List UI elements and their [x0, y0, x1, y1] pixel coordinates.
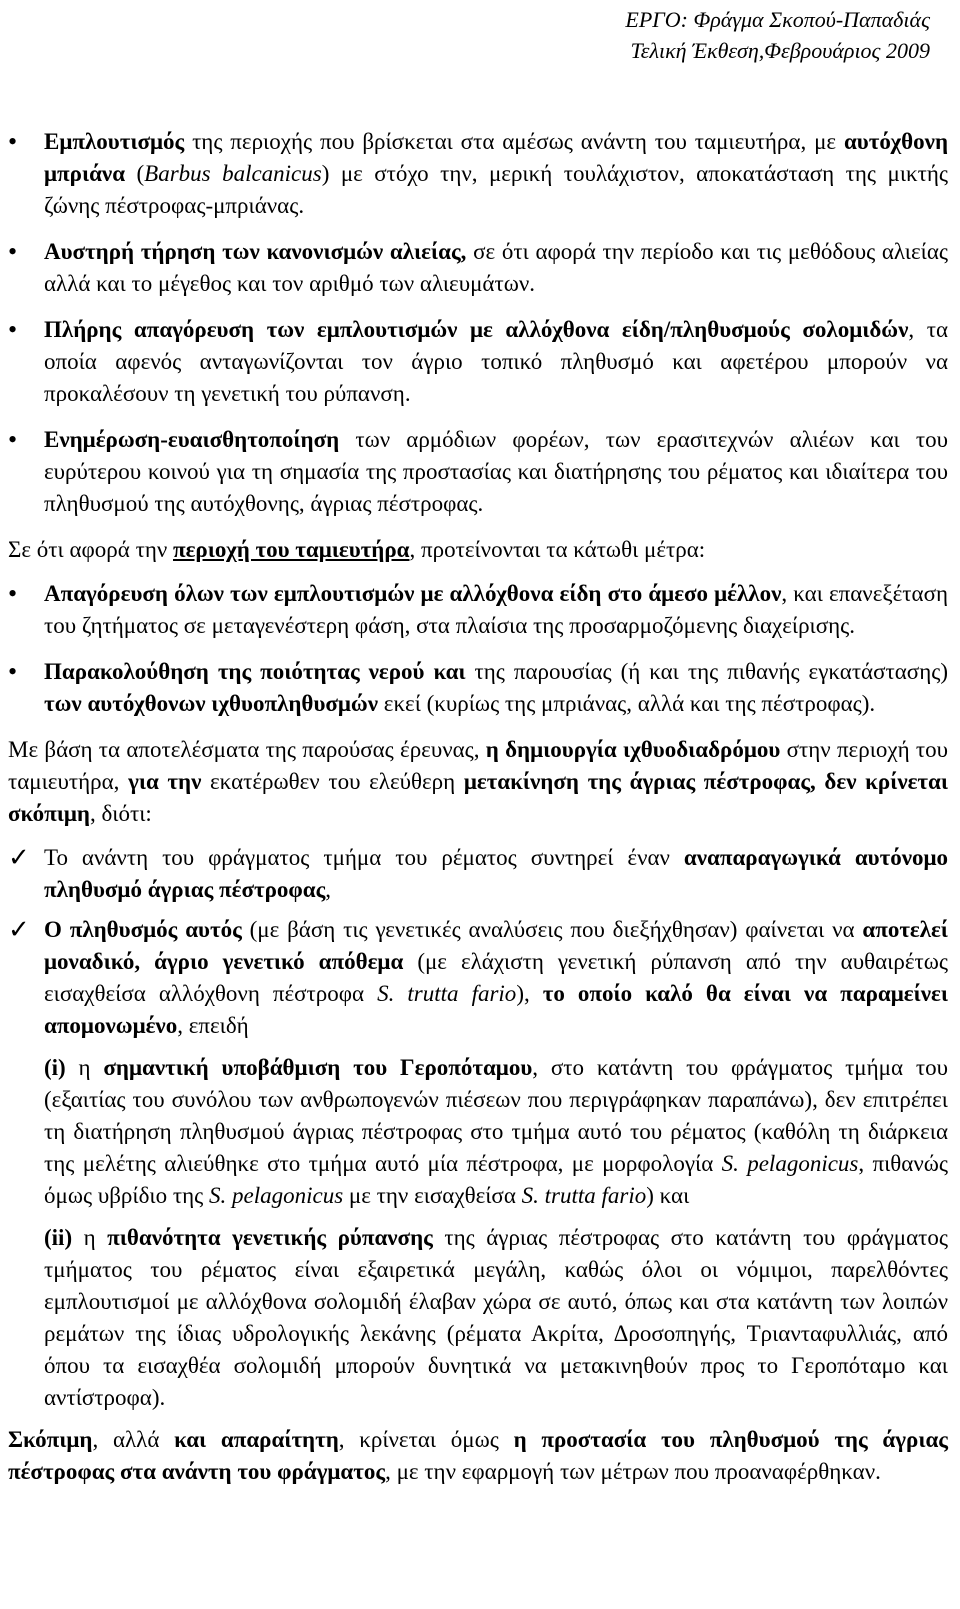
list-item: • Αυστηρή τήρηση των κανονισμών αλιείας, σε ότι αφορά την περίοδο και τις μεθόδους αλιείας αλλά και το μέγεθος και τον αριθμό των αλιευμάτων.: [8, 236, 948, 300]
list-item: • Ενημέρωση-ευαισθητοποίηση των αρμόδιων φορέων, των ερασιτεχνών αλιέων και του ευρύτερου κοινού για τη σημασία της προστασίας και διατήρησης του ρέματος και ιδιαίτερα του πληθυσμού της αυτόχθονης, άγριας πέστροφας.: [8, 424, 948, 520]
checklist-item: ✓ Το ανάντη του φράγματος τμήμα του ρέματος συντηρεί έναν αναπαραγωγικά αυτόνομο πληθυσμό άγριας πέστροφας,: [8, 842, 948, 906]
measures-list-upstream: [8, 126, 948, 520]
list-item: • Απαγόρευση όλων των εμπλουτισμών με αλλόχθονα είδη στο άμεσο μέλλον, και επανεξέταση του ζητήματος σε μεταγενέστερη φάση, στα πλαίσια της προσαρμοζόμενης διαχείρισης.: [8, 578, 948, 642]
document-body: [8, 126, 948, 1488]
list-item: • Εμπλουτισμός της περιοχής που βρίσκεται στα αμέσως ανάντη του ταμιευτήρα, με αυτόχθονη μπριάνα (Barbus balcanicus) με στόχο την, μερική τουλάχιστον, αποκατάσταση της μικτής ζώνης πέστροφας-μπριάνας.: [8, 126, 948, 222]
sub-point-ii: (ii) η πιθανότητα γενετικής ρύπανσης της άγριας πέστροφας στο κατάντη του φράγματος τμήματος του ρέματος είναι εξαιρετικά μεγάλη, καθώς όλοι οι νόμιμοι, παρελθόντες εμπλουτισμοί με αλλόχθονα σολομιδή έλαβαν χώρα σε αυτό, όπως και στα κατάντη των λοιπών ρεμάτων της ίδιας υδρολογικής λεκάνης (ρέματα Ακρίτα, Δροσοπηγής, Τριανταφυλλιάς, από όπου τα εισαχθέα σολομιδή μπορούν δυνητικά να μετακινηθούν προς το Γεροπόταμο και αντίστροφα).: [44, 1225, 949, 1410]
list-item: • Παρακολούθηση της ποιότητας νερού και της παρουσίας (ή και της πιθανής εγκατάστασης) των αυτόχθονων ιχθυοπληθυσμών εκεί (κυρίως της μπριάνας, αλλά και της πέστροφας).: [8, 656, 948, 720]
header-report-date: Τελική Έκθεση,Φεβρουάριος 2009: [630, 38, 930, 63]
reservoir-intro-paragraph: Σε ότι αφορά την περιοχή του ταμιευτήρα, προτείνονται τα κάτωθι μέτρα:: [8, 537, 706, 562]
checklist-item: ✓ Ο πληθυσμός αυτός (με βάση τις γενετικές αναλύσεις που διεξήχθησαν) φαίνεται να αποτελεί μοναδικό, άγριο γενετικό απόθεμα (με ελάχιστη γενετική ρύπανση από την αυθαιρέτως εισαχθείσα αλλόχθονη πέστροφα S. trutta fario), το οποίο καλό θα είναι να παραμείνει απομονωμένο, επειδή: [8, 914, 948, 1042]
fish-passage-paragraph: Με βάση τα αποτελέσματα της παρούσας έρευνας, η δημιουργία ιχθυοδιαδρόμου στην περιοχή του ταμιευτήρα, για την εκατέρωθεν του ελεύθερη μετακίνηση της άγριας πέστροφας, δεν κρίνεται σκόπιμη, διότι:: [8, 737, 949, 826]
header-project-title: ΕΡΓΟ: Φράγμα Σκοπού-Παπαδιάς: [625, 7, 930, 32]
sub-point-i: (i) η σημαντική υποβάθμιση του Γεροπόταμου, στο κατάντη του φράγματος τμήμα του (εξαιτίας του συνόλου των ανθρωπογενών πιέσεων που περιγράφηκαν παραπάνω), δεν επιτρέπει τη διατήρηση πληθυσμού άγριας πέστροφας στο τμήμα αυτό του ρέματος (καθόλη τη διάρκεια της μελέτης αλιεύθηκε στο τμήμα αυτό μία πέστροφα, με μορφολογία S. pelagonicus, πιθανώς όμως υβρίδιο της S. pelagonicus με την εισαχθείσα S. trutta fario) και: [44, 1055, 949, 1208]
reasons-checklist: [8, 842, 948, 1042]
conclusion-paragraph: Σκόπιμη, αλλά και απαραίτητη, κρίνεται όμως η προστασία του πληθυσμού της άγριας πέστροφας στα ανάντη του φράγματος, με την εφαρμογή των μέτρων που προαναφέρθηκαν.: [8, 1427, 948, 1484]
document-header: [625, 4, 930, 66]
list-item: • Πλήρης απαγόρευση των εμπλουτισμών με αλλόχθονα είδη/πληθυσμούς σολομιδών, τα οποία αφενός ανταγωνίζονται τον άγριο τοπικό πληθυσμό και αφετέρου μπορούν να προκαλέσουν τη γενετική του ρύπανση.: [8, 314, 948, 410]
measures-list-reservoir: [8, 578, 948, 720]
